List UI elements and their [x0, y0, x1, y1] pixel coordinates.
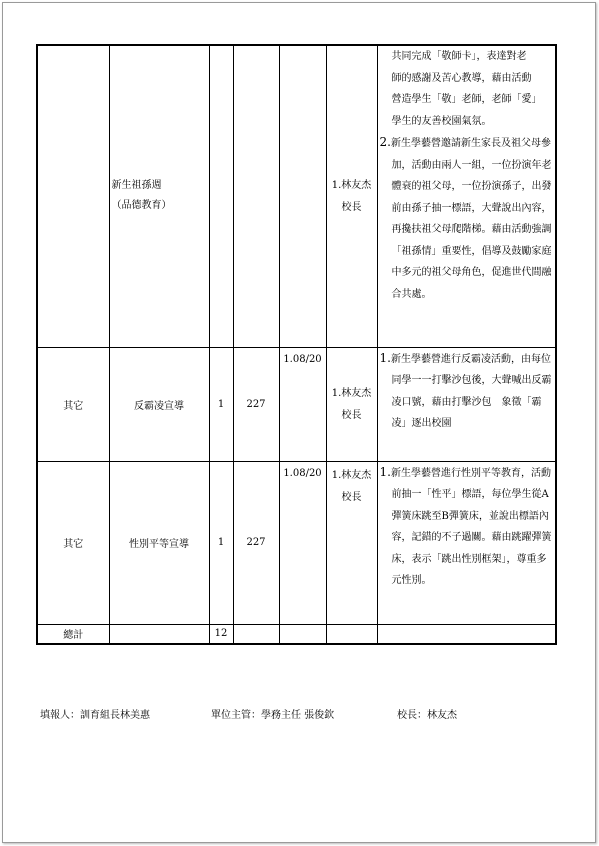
- sessions-cell: 1: [209, 347, 233, 461]
- activity-cell: 性別平等宣導: [109, 461, 209, 624]
- activity-line: 新生祖孫週: [111, 180, 162, 192]
- item-text: 新生學藝營邀請新生家長及祖父母參加，活動由兩人一組，一位扮演年老體衰的祖父母，一位扮演孫子，出發前由孫子抽一標語，大聲說出內容，再攙扶祖父母爬階梯。藉由活動強調「祖孫情」重要性，倡導及鼓勵家庭中多元的祖父母角色，促進世代間融合共處。: [390, 138, 552, 300]
- table-row: [37, 347, 556, 461]
- table-row: [37, 45, 556, 347]
- table-row: [37, 461, 556, 624]
- activity-line: （品德教育）: [111, 200, 172, 212]
- description-line: 學生的友善校園氣氛。: [391, 115, 492, 127]
- description-item: [380, 348, 553, 435]
- date-cell: 1.08/20: [279, 461, 326, 624]
- category-cell: 其它: [37, 347, 109, 461]
- total-sessions: 12: [209, 624, 233, 644]
- teacher-line: 校長: [341, 491, 362, 503]
- description-item: [380, 462, 553, 592]
- date-cell: [279, 45, 326, 347]
- activity-cell: 反霸凌宣導: [109, 347, 209, 461]
- teacher-line: 校長: [341, 410, 362, 421]
- reporter-label: 填報人：訓育組長林美惠: [40, 710, 150, 721]
- teacher-cell: [326, 45, 377, 347]
- category-cell: [37, 45, 109, 347]
- teacher-cell: [326, 347, 377, 461]
- empty-cell: [109, 624, 209, 644]
- description-line: 師的感謝及苦心教導，藉由活動: [391, 72, 532, 84]
- description-item: [380, 132, 553, 305]
- teacher-line: 1.林友杰: [331, 180, 372, 192]
- item-text: 新生學藝營進行性別平等教育，活動前抽一「性平」標語，每位學生從A彈簧床跳至B彈簧床，並說出標語內容，記錯的不子過關。藉由跳躍彈簧床，表示「跳出性別框架」，尊重多元性別。: [390, 467, 552, 586]
- description-line: 共同完成「敬師卡」，表達對老: [391, 51, 527, 62]
- description-cell: [377, 347, 556, 461]
- teacher-line: 1.林友杰: [331, 469, 372, 481]
- description-line: 營造學生「敬」老師，老師「愛」: [391, 94, 542, 105]
- empty-cell: [279, 624, 326, 644]
- total-label: 總計: [37, 624, 109, 644]
- sessions-cell: 1: [209, 461, 233, 624]
- empty-cell: [233, 624, 279, 644]
- teacher-cell: [326, 461, 377, 624]
- empty-cell: [377, 624, 556, 644]
- principal-label: 校長：林友杰: [397, 710, 457, 721]
- category-cell: 其它: [37, 461, 109, 624]
- activity-report-table: [36, 44, 557, 645]
- item-number: 1.: [379, 464, 391, 479]
- description-cell: [377, 45, 556, 347]
- description-cell: [377, 461, 556, 624]
- item-text: 新生學藝營進行反霸凌活動，由每位同學一一打擊沙包後，大聲喊出反霸凌口號，藉由打擊沙包 象徵「霸凌」逐出校園: [390, 353, 552, 429]
- participants-cell: [233, 45, 279, 347]
- participants-cell: 227: [233, 461, 279, 624]
- participants-cell: 227: [233, 347, 279, 461]
- activity-cell: [109, 45, 209, 347]
- item-number: 1.: [379, 350, 391, 365]
- date-cell: 1.08/20: [279, 347, 326, 461]
- empty-cell: [326, 624, 377, 644]
- teacher-line: 校長: [341, 202, 362, 214]
- total-row: [37, 624, 556, 644]
- sessions-cell: [209, 45, 233, 347]
- item-number: 2.: [379, 135, 391, 149]
- supervisor-label: 單位主管：學務主任 張俊欽: [211, 710, 335, 721]
- teacher-line: 1.林友杰: [331, 388, 372, 399]
